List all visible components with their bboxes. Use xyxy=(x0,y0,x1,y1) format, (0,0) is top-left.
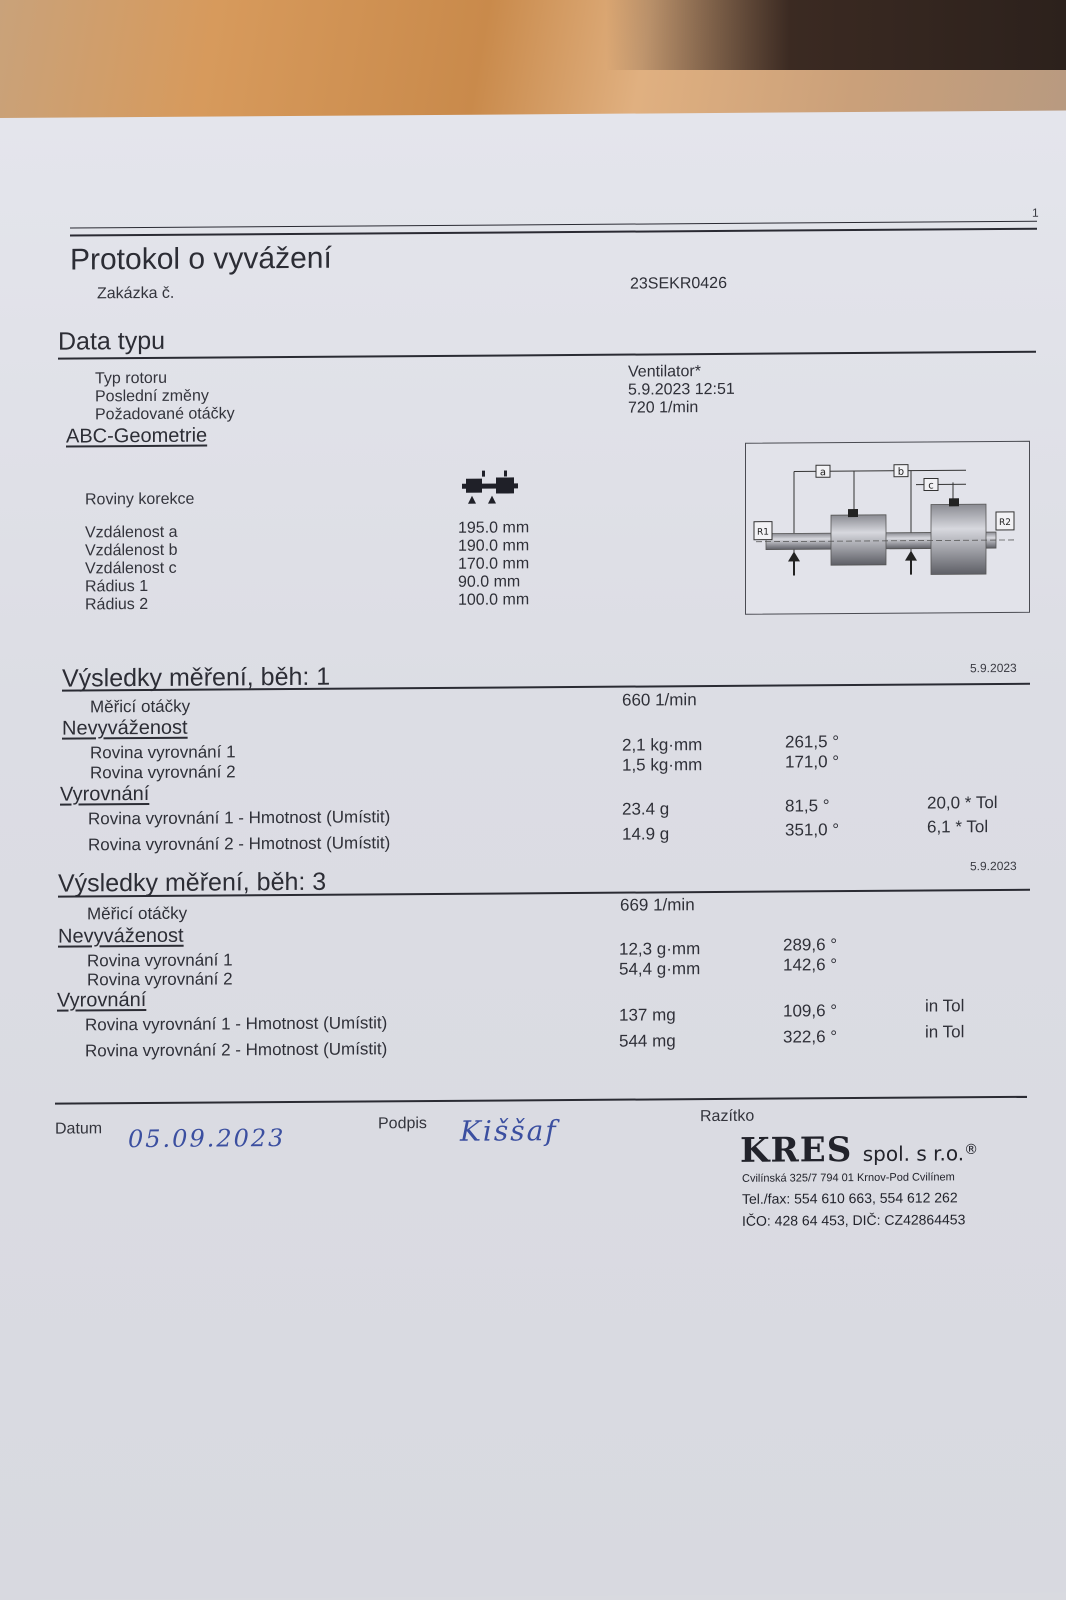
distance-a-label: Vzdálenost a xyxy=(85,523,178,542)
required-speed-value: 720 1/min xyxy=(628,399,699,417)
run3-unbalance-plane1-amount: 12,3 g·mm xyxy=(619,939,701,959)
rotor-type-label: Typ rotoru xyxy=(95,369,168,388)
handwritten-signature: Kiššaf xyxy=(460,1114,558,1148)
page-title: Protokol o vyvážení xyxy=(70,241,332,277)
diagram-label-r1: R1 xyxy=(757,527,769,538)
company-stamp xyxy=(740,1129,978,1171)
date-label: Datum xyxy=(55,1120,103,1138)
run3-correction-plane2-angle: 322,6 ° xyxy=(783,1027,838,1047)
run3-correction-plane2-label: Rovina vyrovnání 2 - Hmotnost (Umístit) xyxy=(85,1039,388,1061)
last-change-label: Poslední změny xyxy=(95,387,209,406)
diagram-label-b: b xyxy=(897,466,905,478)
required-speed-label: Požadované otáčky xyxy=(95,405,235,424)
stamp-phone: Tel./fax: 554 610 663, 554 612 262 xyxy=(742,1189,958,1207)
order-number: 23SEKR0426 xyxy=(630,274,727,293)
run3-correction-plane2-tol: in Tol xyxy=(925,1022,965,1042)
run1-correction-plane2-angle: 351,0 ° xyxy=(785,820,840,840)
run1-correction-plane1-label: Rovina vyrovnání 1 - Hmotnost (Umístit) xyxy=(88,807,391,829)
run3-speed-label: Měřicí otáčky xyxy=(87,903,188,924)
radius-1-value: 90.0 mm xyxy=(458,573,521,591)
diagram-label-r2: R2 xyxy=(999,517,1011,529)
diagram-label-a: a xyxy=(819,467,827,479)
stamp-label: Razítko xyxy=(700,1107,755,1126)
last-change-value: 5.9.2023 12:51 xyxy=(628,380,735,399)
run3-correction-plane1-amount: 137 mg xyxy=(619,1005,676,1025)
diagram-label-c: c xyxy=(928,480,934,492)
type-data-heading: Data typu xyxy=(58,326,166,356)
run1-unbalance-plane1-label: Rovina vyrovnání 1 xyxy=(90,742,236,763)
run1-speed-value: 660 1/min xyxy=(622,690,697,710)
run3-correction-plane1-angle: 109,6 ° xyxy=(783,1001,838,1021)
stamp-registered-mark: ® xyxy=(964,1141,979,1158)
page-number: 1 xyxy=(1032,205,1039,220)
type-data-rule xyxy=(58,351,1036,360)
distance-c-label: Vzdálenost c xyxy=(85,559,177,578)
stamp-company-name: KRES xyxy=(740,1130,853,1171)
rotor-diagram xyxy=(745,441,1030,615)
run1-unbalance-plane1-angle: 261,5 ° xyxy=(785,732,840,752)
run1-date: 5.9.2023 xyxy=(970,660,1017,676)
run1-correction-heading: Vyrovnání xyxy=(60,782,150,806)
run3-unbalance-heading: Nevyváženost xyxy=(58,924,184,948)
run1-speed-label: Měřicí otáčky xyxy=(90,696,191,717)
rotor-type-value: Ventilator* xyxy=(628,363,701,381)
run3-speed-value: 669 1/min xyxy=(620,895,695,915)
run3-heading: Výsledky měření, běh: 3 xyxy=(58,867,327,898)
run3-unbalance-plane2-label: Rovina vyrovnání 2 xyxy=(87,969,233,990)
correction-planes-icon xyxy=(460,469,520,507)
run1-correction-plane1-tol: 20,0 * Tol xyxy=(927,793,998,813)
run1-correction-plane1-amount: 23.4 g xyxy=(622,799,670,819)
stamp-company-suffix: spol. s r.o. xyxy=(862,1141,965,1166)
correction-planes-label: Roviny korekce xyxy=(85,490,195,509)
run3-unbalance-plane1-angle: 289,6 ° xyxy=(783,935,838,955)
run1-correction-plane2-amount: 14.9 g xyxy=(622,824,670,844)
distance-b-label: Vzdálenost b xyxy=(85,541,178,560)
stamp-address: Cvilínská 325/7 794 01 Krnov-Pod Cvilínem xyxy=(742,1171,955,1185)
run1-correction-plane2-label: Rovina vyrovnání 2 - Hmotnost (Umístit) xyxy=(88,833,391,855)
run1-unbalance-plane2-angle: 171,0 ° xyxy=(785,752,840,772)
handwritten-date: 05.09.2023 xyxy=(128,1124,286,1154)
run1-unbalance-plane2-label: Rovina vyrovnání 2 xyxy=(90,762,236,783)
stamp-ids: IČO: 428 64 453, DIČ: CZ42864453 xyxy=(742,1211,966,1229)
run3-correction-plane2-amount: 544 mg xyxy=(619,1031,676,1051)
signature-label: Podpis xyxy=(378,1115,427,1133)
run3-date: 5.9.2023 xyxy=(970,858,1017,874)
run1-unbalance-heading: Nevyváženost xyxy=(62,716,188,740)
abc-geometry-heading: ABC-Geometrie xyxy=(66,424,208,448)
run1-correction-plane1-angle: 81,5 ° xyxy=(785,796,830,816)
run1-correction-plane2-tol: 6,1 * Tol xyxy=(927,817,989,837)
run3-correction-plane1-label: Rovina vyrovnání 1 - Hmotnost (Umístit) xyxy=(85,1013,388,1035)
run1-unbalance-plane2-amount: 1,5 kg·mm xyxy=(622,755,703,775)
distance-b-value: 190.0 mm xyxy=(458,537,530,555)
run1-heading: Výsledky měření, běh: 1 xyxy=(62,662,331,693)
top-rule-2 xyxy=(70,228,1037,237)
run3-unbalance-plane2-amount: 54,4 g·mm xyxy=(619,959,701,979)
radius-2-label: Rádius 2 xyxy=(85,595,149,614)
radius-1-label: Rádius 1 xyxy=(85,577,149,596)
run1-unbalance-plane1-amount: 2,1 kg·mm xyxy=(622,735,703,755)
distance-c-value: 170.0 mm xyxy=(458,555,530,573)
run3-unbalance-plane2-angle: 142,6 ° xyxy=(783,955,838,975)
order-label: Zakázka č. xyxy=(97,284,175,303)
footer-rule xyxy=(55,1096,1027,1105)
run3-correction-plane1-tol: in Tol xyxy=(925,996,965,1016)
dark-background xyxy=(606,0,1066,70)
radius-2-value: 100.0 mm xyxy=(458,591,530,609)
document-sheet xyxy=(0,111,1066,1600)
run3-unbalance-plane1-label: Rovina vyrovnání 1 xyxy=(87,950,233,971)
run3-correction-heading: Vyrovnání xyxy=(57,988,147,1012)
top-rule-1 xyxy=(70,221,1037,229)
distance-a-value: 195.0 mm xyxy=(458,519,530,537)
